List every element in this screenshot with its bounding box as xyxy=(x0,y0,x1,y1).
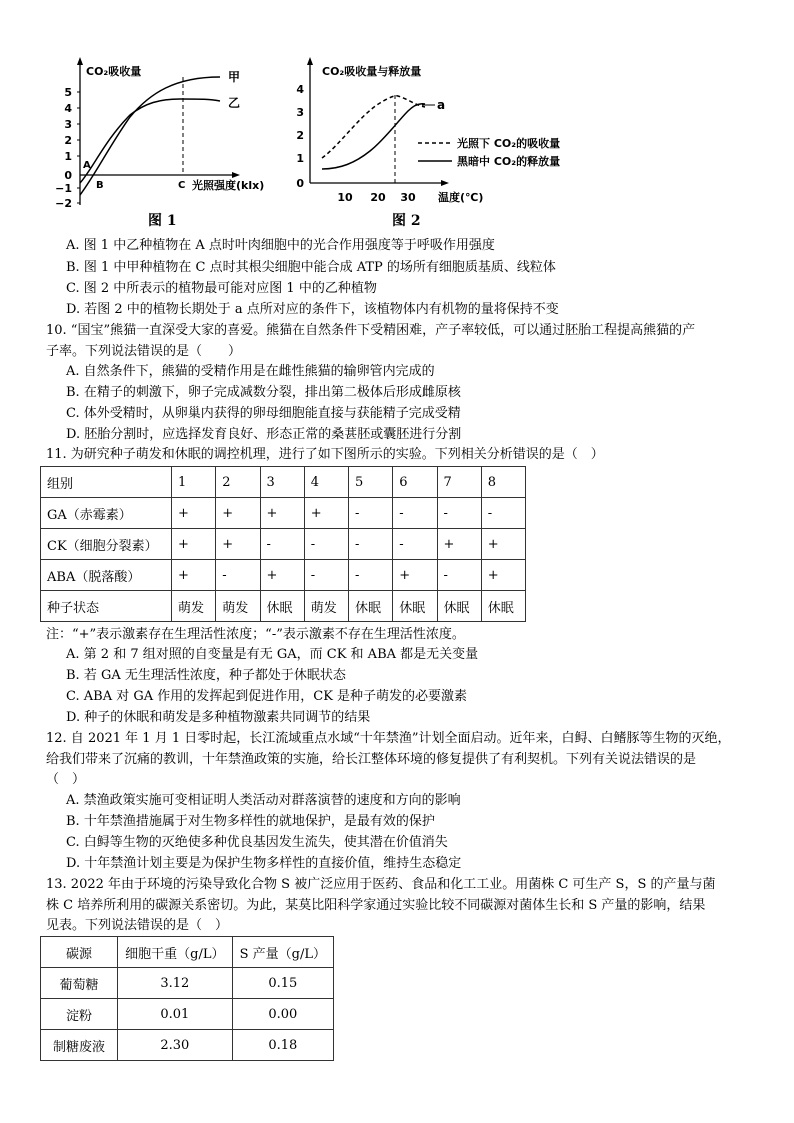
table-cell: + xyxy=(304,498,348,529)
q12-option-a: A. 禁渔政策实施可变相证明人类活动对群落演替的速度和方向的影响 xyxy=(66,793,461,808)
xtick-10: 10 xyxy=(337,191,353,204)
table-cell: - xyxy=(304,560,348,591)
q12-stem-line3: （ ） xyxy=(46,772,86,787)
table-cell: 淀粉 xyxy=(41,999,118,1030)
table-cell: 葡萄糖 xyxy=(41,968,118,999)
ytick-1: 1 xyxy=(296,152,304,165)
figure-1-caption: 图 1 xyxy=(148,213,177,229)
q11-option-d: D. 种子的休眠和萌发是多种植物激素共同调节的结果 xyxy=(66,710,371,725)
table-cell: 组别 xyxy=(41,467,172,498)
table-cell: - xyxy=(349,529,393,560)
tick-1: 1 xyxy=(64,150,72,163)
y-axis-label: CO₂吸收量 xyxy=(86,65,142,78)
table-cell: + xyxy=(216,498,260,529)
q9-option-c: C. 图 2 中所表示的植物最可能对应图 1 中的乙种植物 xyxy=(66,281,377,296)
q11-stem: 11. 为研究种子萌发和休眠的调控机理，进行了如下图所示的实验。下列相关分析错误的是（ ） xyxy=(46,447,604,462)
figure-2-caption: 图 2 xyxy=(392,213,421,229)
table-cell: ABA（脱落酸） xyxy=(41,560,172,591)
y-axis-arrow xyxy=(77,57,83,65)
tick-4: 4 xyxy=(64,102,72,115)
table-cell: 种子状态 xyxy=(41,591,172,622)
q10-option-c: C. 体外受精时，从卵巢内获得的卵母细胞能直接与获能精子完成受精 xyxy=(66,406,461,421)
point-b-label: B xyxy=(96,180,104,191)
q13-stem-line3: 见表。下列说法错误的是（ ） xyxy=(46,918,229,933)
table-cell: - xyxy=(216,560,260,591)
table-cell: - xyxy=(260,529,304,560)
table-cell: 0.15 xyxy=(232,968,333,999)
curve-dark-release xyxy=(322,104,425,169)
table-cell: + xyxy=(481,560,525,591)
table-cell: 1 xyxy=(172,467,216,498)
table-cell: - xyxy=(349,498,393,529)
y-axis-arrow xyxy=(307,57,313,65)
table-cell: 3.12 xyxy=(118,968,233,999)
table-row xyxy=(41,498,526,529)
q11-hormone-table xyxy=(40,466,526,622)
curve-yi xyxy=(80,99,220,183)
table-cell: 休眠 xyxy=(437,591,481,622)
tick-0: 0 xyxy=(64,169,72,182)
q11-option-b: B. 若 GA 无生理活性浓度，种子都处于休眠状态 xyxy=(66,668,346,683)
table-cell: + xyxy=(172,498,216,529)
y-axis-label: CO₂吸收量与释放量 xyxy=(322,65,422,78)
table-cell: 7 xyxy=(437,467,481,498)
q13-stem-line1: 13. 2022 年由于环境的污染导致化合物 S 被广泛应用于医药、食品和化工工业。用菌株 C 可生产 S，S 的产量与菌 xyxy=(46,877,716,892)
table-cell: 8 xyxy=(481,467,525,498)
q12-stem-line1: 12. 自 2021 年 1 月 1 日零时起，长江流域重点水域“十年禁渔”计划全面启动。近年来，白鲟、白鳍豚等生物的灭绝， xyxy=(46,731,731,746)
figure-2-chart xyxy=(290,55,580,205)
q11-option-c: C. ABA 对 GA 作用的发挥起到促进作用，CK 是种子萌发的必要激素 xyxy=(66,689,468,704)
tick-2: 2 xyxy=(64,134,72,147)
table-cell: + xyxy=(172,560,216,591)
table-row xyxy=(41,968,334,999)
table-cell: + xyxy=(216,529,260,560)
curve-jia xyxy=(80,77,220,195)
figure-1-chart xyxy=(50,55,265,215)
table-cell: + xyxy=(481,529,525,560)
q10-option-b: B. 在精子的刺激下，卵子完成减数分裂，排出第二极体后形成雌原核 xyxy=(66,385,461,400)
x-axis-arrow xyxy=(232,172,240,178)
x-axis-arrow xyxy=(441,180,449,186)
table-row xyxy=(41,560,526,591)
table-cell: 制糖废液 xyxy=(41,1030,118,1061)
table-cell: 3 xyxy=(260,467,304,498)
q10-option-a: A. 自然条件下，熊猫的受精作用是在雌性熊猫的输卵管内完成的 xyxy=(66,364,435,379)
tick-3: 3 xyxy=(64,118,72,131)
label-yi: 乙 xyxy=(228,96,241,110)
table-row xyxy=(41,1030,334,1061)
table-cell: - xyxy=(393,498,437,529)
xtick-30: 30 xyxy=(400,191,416,204)
q12-stem-line2: 给我们带来了沉痛的教训，十年禁渔政策的实施，给长江整体环境的修复提供了有利契机。下列有关说法错误的是 xyxy=(46,752,697,767)
table-cell: 0.00 xyxy=(232,999,333,1030)
table-cell: 4 xyxy=(304,467,348,498)
q11-option-a: A. 第 2 和 7 组对照的自变量是有无 GA，而 CK 和 ABA 都是无关变量 xyxy=(66,647,479,662)
table-cell: 萌发 xyxy=(304,591,348,622)
q10-stem-line1: 10. “国宝”熊猫一直深受大家的喜爱。熊猫在自然条件下受精困难，产子率较低，可以通过胚胎工程提高熊猫的产 xyxy=(46,323,696,338)
ytick-3: 3 xyxy=(296,106,304,119)
legend-solid-label: 黑暗中 CO₂的释放量 xyxy=(457,155,561,168)
q13-carbon-source-table xyxy=(40,936,334,1061)
table-row xyxy=(41,467,526,498)
table-cell: GA（赤霉素） xyxy=(41,498,172,529)
table-row xyxy=(41,529,526,560)
table-cell: CK（细胞分裂素） xyxy=(41,529,172,560)
table-cell: - xyxy=(304,529,348,560)
q10-option-d: D. 胚胎分割时，应选择发育良好、形态正常的桑葚胚或囊胚进行分割 xyxy=(66,427,462,442)
table-cell: 细胞干重（g/L） xyxy=(118,937,233,968)
point-a-label: A xyxy=(83,160,91,171)
table-cell: 休眠 xyxy=(393,591,437,622)
table-row xyxy=(41,937,334,968)
tick-neg1: −1 xyxy=(55,182,72,195)
table-cell: 萌发 xyxy=(216,591,260,622)
table-cell: 萌发 xyxy=(172,591,216,622)
q12-option-c: C. 白鲟等生物的灭绝使多种优良基因发生流失，使其潜在价值消失 xyxy=(66,835,448,850)
table-cell: + xyxy=(172,529,216,560)
q9-option-d: D. 若图 2 中的植物长期处于 a 点所对应的条件下，该植物体内有机物的量将保持不变 xyxy=(66,302,559,317)
table-cell: S 产量（g/L） xyxy=(232,937,333,968)
q13-stem-line2: 株 C 培养所利用的碳源关系密切。为此，某莫比阳科学家通过实验比较不同碳源对菌体生长和 S 产量的影响，结果 xyxy=(46,898,706,913)
table-cell: + xyxy=(260,560,304,591)
table-cell: + xyxy=(260,498,304,529)
table-row xyxy=(41,591,526,622)
table-cell: 2 xyxy=(216,467,260,498)
table-cell: 休眠 xyxy=(349,591,393,622)
table-cell: 0.01 xyxy=(118,999,233,1030)
label-jia: 甲 xyxy=(228,70,241,84)
tick-neg2: −2 xyxy=(55,197,72,210)
q9-option-b: B. 图 1 中甲种植物在 C 点时其根尖细胞中能合成 ATP 的场所有细胞质基质、线粒体 xyxy=(66,260,556,275)
table-cell: 5 xyxy=(349,467,393,498)
table-cell: - xyxy=(393,529,437,560)
point-a-label: a xyxy=(437,98,446,112)
table-cell: 6 xyxy=(393,467,437,498)
table-cell: - xyxy=(437,560,481,591)
q9-option-a: A. 图 1 中乙种植物在 A 点时叶肉细胞中的光合作用强度等于呼吸作用强度 xyxy=(66,238,495,253)
ytick-4: 4 xyxy=(296,83,304,96)
table-cell: - xyxy=(349,560,393,591)
q11-note: 注：“+”表示激素存在生理活性浓度；“-”表示激素不存在生理活性浓度。 xyxy=(46,627,465,642)
ytick-0: 0 xyxy=(296,177,304,190)
tick-5: 5 xyxy=(64,86,72,99)
table-cell: + xyxy=(437,529,481,560)
x-axis-label: 光照强度(klx) xyxy=(192,179,265,192)
q12-option-b: B. 十年禁渔措施属于对生物多样性的就地保护，是最有效的保护 xyxy=(66,814,435,829)
point-c-label: C xyxy=(178,180,186,191)
q12-option-d: D. 十年禁渔计划主要是为保护生物多样性的直接价值，维持生态稳定 xyxy=(66,856,462,871)
x-axis-label: 温度(℃) xyxy=(438,191,484,204)
table-cell: 0.18 xyxy=(232,1030,333,1061)
table-cell: - xyxy=(437,498,481,529)
q10-stem-line2: 子率。下列说法错误的是（ ） xyxy=(46,344,242,359)
table-cell: 休眠 xyxy=(481,591,525,622)
table-cell: 2.30 xyxy=(118,1030,233,1061)
table-cell: - xyxy=(481,498,525,529)
ytick-2: 2 xyxy=(296,129,304,142)
table-row xyxy=(41,999,334,1030)
table-cell: 休眠 xyxy=(260,591,304,622)
xtick-20: 20 xyxy=(370,191,386,204)
table-cell: + xyxy=(393,560,437,591)
legend-dash-label: 光照下 CO₂的吸收量 xyxy=(457,137,561,150)
table-cell: 碳源 xyxy=(41,937,118,968)
